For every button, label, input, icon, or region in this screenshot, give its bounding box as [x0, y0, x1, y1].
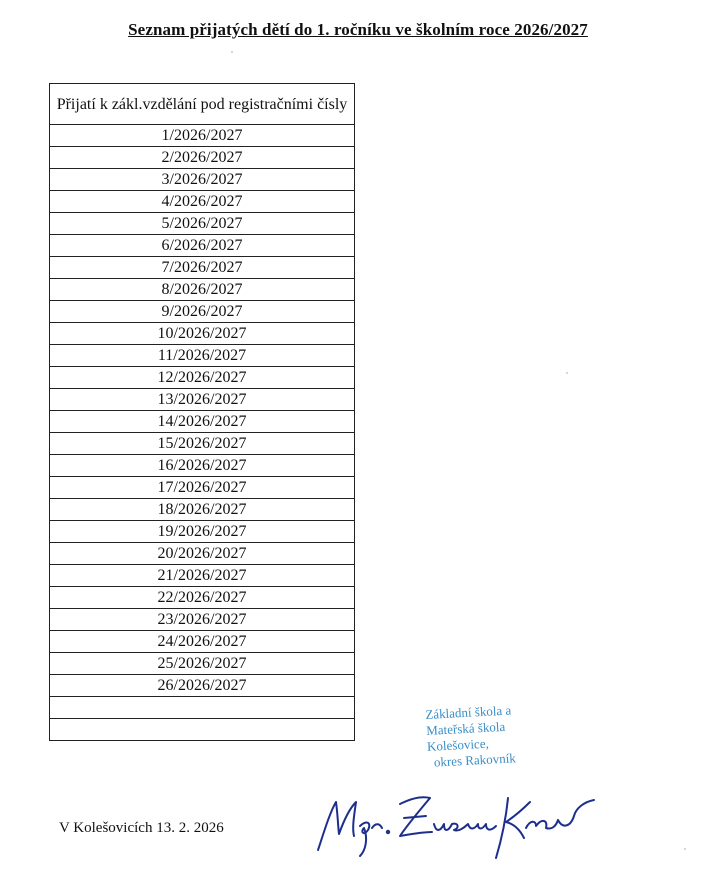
registration-number-cell: 17/2026/2027	[50, 477, 355, 499]
table-header-row	[50, 84, 355, 125]
registration-number-cell: 7/2026/2027	[50, 257, 355, 279]
stamp-line-1: Základní škola a	[425, 702, 512, 722]
registration-number-cell: 20/2026/2027	[50, 543, 355, 565]
table-row	[50, 433, 355, 455]
table-row	[50, 279, 355, 301]
table-row	[50, 521, 355, 543]
registration-number-cell: 9/2026/2027	[50, 301, 355, 323]
registration-number-cell: 15/2026/2027	[50, 433, 355, 455]
table-row	[50, 565, 355, 587]
table-row	[50, 719, 355, 741]
table-row	[50, 587, 355, 609]
registration-number-cell: 18/2026/2027	[50, 499, 355, 521]
registration-number-cell: 21/2026/2027	[50, 565, 355, 587]
registration-number-cell	[50, 719, 355, 741]
registration-number-cell: 22/2026/2027	[50, 587, 355, 609]
table-row	[50, 169, 355, 191]
table-row	[50, 235, 355, 257]
registration-number-cell: 14/2026/2027	[50, 411, 355, 433]
registration-number-cell: 3/2026/2027	[50, 169, 355, 191]
table-row	[50, 323, 355, 345]
table-row	[50, 125, 355, 147]
table-row	[50, 631, 355, 653]
registration-number-cell: 6/2026/2027	[50, 235, 355, 257]
registration-number-cell: 25/2026/2027	[50, 653, 355, 675]
registration-number-cell: 4/2026/2027	[50, 191, 355, 213]
table-row	[50, 257, 355, 279]
table-row	[50, 455, 355, 477]
table-row	[50, 191, 355, 213]
registration-number-cell: 24/2026/2027	[50, 631, 355, 653]
registration-number-cell: 2/2026/2027	[50, 147, 355, 169]
handwritten-signature	[308, 772, 598, 862]
place-and-date: V Kolešovicích 13. 2. 2026	[59, 820, 224, 836]
table-row	[50, 653, 355, 675]
registration-number-cell: 12/2026/2027	[50, 367, 355, 389]
school-stamp	[425, 699, 578, 771]
table-row	[50, 345, 355, 367]
registration-number-cell: 26/2026/2027	[50, 675, 355, 697]
table-row	[50, 675, 355, 697]
table-row	[50, 697, 355, 719]
table-row	[50, 213, 355, 235]
stamp-line-3: Kolešovice,	[426, 735, 490, 754]
registration-number-cell	[50, 697, 355, 719]
table-row	[50, 147, 355, 169]
table-row	[50, 367, 355, 389]
stamp-line-2: Mateřská škola	[425, 718, 506, 738]
table-row	[50, 411, 355, 433]
table-body	[50, 125, 355, 741]
registration-number-cell: 10/2026/2027	[50, 323, 355, 345]
table-row	[50, 301, 355, 323]
registration-number-cell: 8/2026/2027	[50, 279, 355, 301]
registration-table-container	[49, 83, 355, 741]
table-row	[50, 499, 355, 521]
registration-number-cell: 11/2026/2027	[50, 345, 355, 367]
table-header-cell: Přijatí k zákl.vzdělání pod registračními čísly	[50, 84, 355, 125]
registration-number-cell: 19/2026/2027	[50, 521, 355, 543]
registration-number-cell: 16/2026/2027	[50, 455, 355, 477]
registration-number-cell: 5/2026/2027	[50, 213, 355, 235]
scan-speck	[684, 848, 686, 850]
registration-number-cell: 13/2026/2027	[50, 389, 355, 411]
scan-speck	[566, 372, 568, 374]
registration-number-cell: 23/2026/2027	[50, 609, 355, 631]
table-row	[50, 543, 355, 565]
registration-table	[49, 83, 355, 741]
scan-speck	[231, 51, 233, 53]
table-row	[50, 609, 355, 631]
table-row	[50, 477, 355, 499]
table-row	[50, 389, 355, 411]
document-title: Seznam přijatých dětí do 1. ročníku ve školním roce 2026/2027	[128, 20, 588, 39]
stamp-line-4: okres Rakovník	[433, 750, 517, 770]
registration-number-cell: 1/2026/2027	[50, 125, 355, 147]
